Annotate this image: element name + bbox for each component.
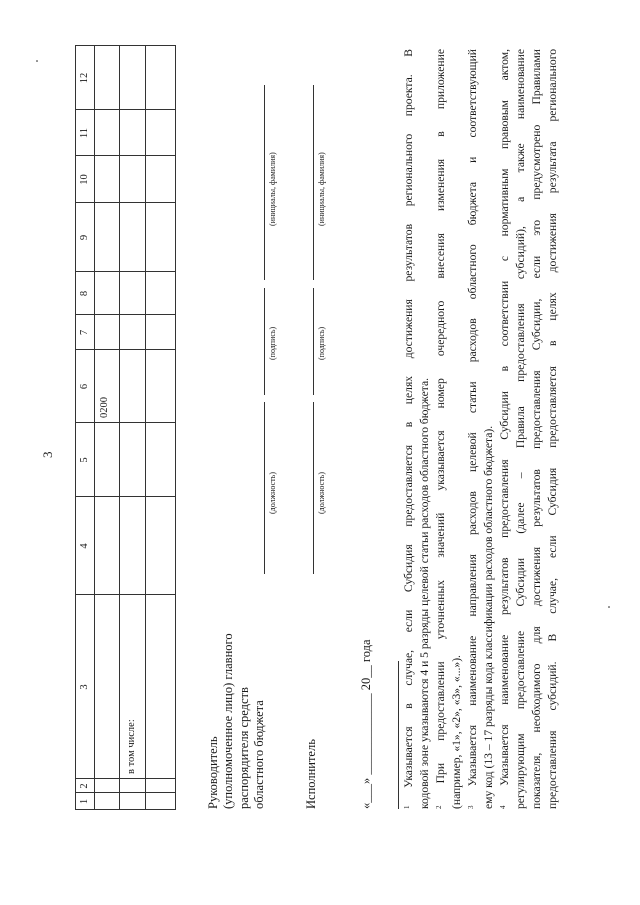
incl-label: в том числе: (126, 719, 137, 774)
footnote-2: $^2$ При предоставлении уточненных значений указывается номер очередного внесения изменения в приложение (например, «1», «2», «3», «...»). (434, 49, 463, 809)
name-caption: (инициалы, фамилия) (268, 152, 277, 226)
date-line: «___» _____________ 20__ года (359, 639, 373, 809)
footnote-separator (398, 661, 399, 809)
position-caption: (должность) (317, 472, 326, 514)
name-caption: (инициалы, фамилия) (317, 152, 326, 226)
table-rule (145, 45, 146, 810)
col-header-7: 7 (79, 329, 90, 336)
scan-speck (608, 607, 610, 609)
position-caption: (должность) (268, 472, 277, 514)
data-table (75, 45, 176, 810)
page-number: 3 (40, 451, 55, 458)
signature-caption: (подпись) (317, 326, 326, 360)
signature-line (313, 288, 314, 395)
col-header-9: 9 (79, 234, 90, 241)
name-line (264, 85, 265, 280)
footnote-3: $^3$ Указывается наименование направления расходов целевой статьи расходов областного бюджета и соответствующий ему код (13 – 17 разряды кода классификации расходов областного бюджета). (466, 49, 495, 809)
signature-caption: (подпись) (268, 326, 277, 360)
footnote-4: $^4$ Указывается наименование результатов предоставления Субсидии в соответствии с нормативным правовым актом, регулирующим предоставление Субсидии (далее – Правила предоставления субсидий), а также наименование показателя, необходимого для достижения результатов предоставления Субсидии, если это предусмотрено Правилами предоставления субсидий. В случае, если Субсидия предоставляется в целях достижения результата регионального (498, 49, 559, 809)
col-header-1: 1 (79, 798, 90, 805)
col-header-2: 2 (79, 783, 90, 789)
head-signatory-label: Руководитель (уполномоченное лицо) главного распорядителя средств областного бюджета (206, 633, 266, 809)
col-header-5: 5 (79, 457, 90, 463)
col-header-8: 8 (79, 290, 90, 297)
table-rule (94, 45, 95, 810)
col-header-3: 3 (79, 684, 90, 690)
position-line (313, 402, 314, 574)
scan-speck (36, 61, 38, 63)
table-rule (119, 45, 120, 810)
position-line (264, 402, 265, 574)
footnote-1: $^1$ Указывается в случае, если Субсидия предоставляется в целях достижения результатов регионального проекта. В кодовой зоне указываются 4 и 5 разряды целевой статьи расходов областного бюджета. (402, 49, 431, 809)
signature-line (264, 288, 265, 395)
name-line (313, 85, 314, 280)
col-header-11: 11 (79, 127, 90, 139)
col-header-12: 12 (79, 72, 90, 84)
col-header-6: 6 (79, 383, 90, 390)
executor-label: Исполнитель (304, 739, 318, 809)
code-cell: 0200 (99, 397, 110, 418)
col-header-4: 4 (79, 543, 90, 549)
table-rule (175, 45, 176, 810)
col-header-10: 10 (79, 174, 90, 185)
